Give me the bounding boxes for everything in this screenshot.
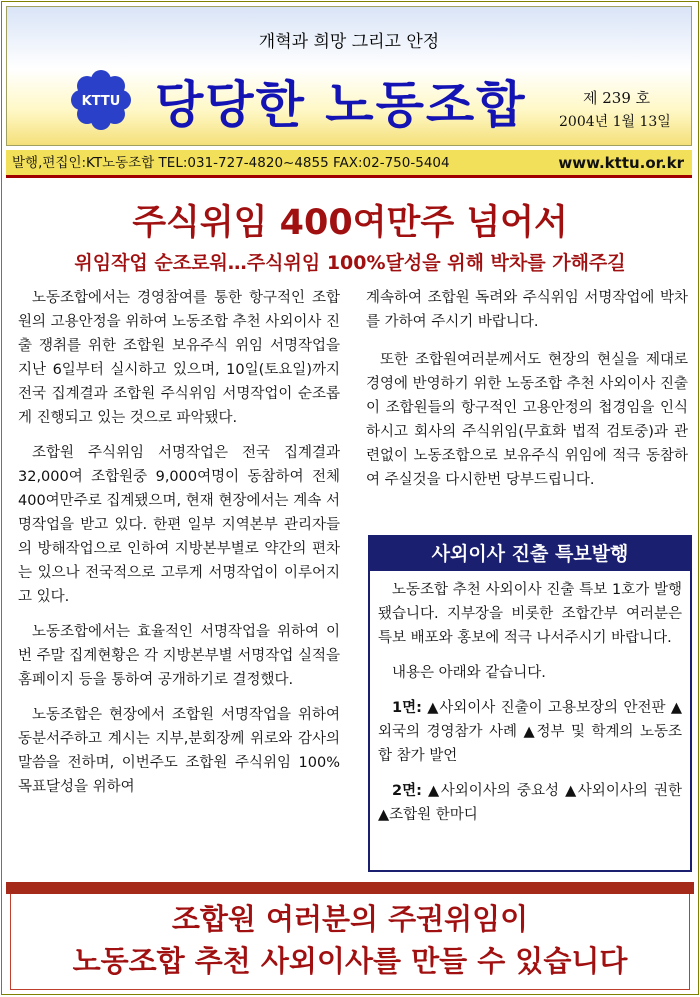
- article-paragraph: 조합원 주식위임 서명작업은 전국 집계결과 32,000여 조합원중 9,000여명이 동참하여 전체 400여만주로 집계됐으며, 현재 현장에서는 계속 서명작업을 받고 있다. 한편 일부 지역본부 관리자들의 방해작업으로 인하여 지방본부별로 약간의 편차는 있으나 전국적으로 고루게 서명작업이 이루어지고 있다.: [18, 445, 340, 605]
- article-paragraph: 노동조합에서는 경영참여를 통한 항구적인 조합원의 고용안정을 위하여 노동조합 추천 사외이사 진출 쟁취를 위한 조합원 보유주식 위임 서명작업을 지난 6일부터 실시하고 있으며, 10일(토요일)까지 전국 집계결과 조합원 주식위임 서명작업이 순조롭게 진행되고 있는 것으로 파악됐다.: [18, 290, 340, 426]
- slogan: 개혁과 희망 그리고 안정: [258, 32, 440, 52]
- issue-number: 제 239 호: [583, 89, 651, 107]
- article-right-column: [366, 286, 688, 503]
- notice-item-label: 2면:: [392, 783, 422, 799]
- notice-item-page1: [378, 696, 682, 768]
- notice-item-text: ▲사외이사 진출이 고용보장의 안전판 ▲외국의 경영참가 사례 ▲정부 및 학계의 노동조합 참가 발언: [378, 700, 682, 764]
- article-paragraph: 계속하여 조합원 독려와 주식위임 서명작업에 박차를 가하여 주시기 바랍니다.: [366, 290, 688, 330]
- notice-item-label: 1면:: [392, 700, 422, 716]
- newsletter-page: [1, 1, 699, 995]
- article-paragraph: 노동조합에서는 효율적인 서명작업을 위하여 이번 주말 집계현황은 각 지방본부별 서명작업 실적을 홈페이지 등을 통하여 공개하기로 결정했다.: [18, 624, 340, 688]
- logo-text: KTTU: [81, 94, 121, 109]
- notice-paragraph: 내용은 아래와 같습니다.: [392, 665, 546, 681]
- notice-box: [368, 535, 692, 872]
- footer-line-1: 조합원 여러분의 주권위임이: [171, 902, 529, 936]
- subheadline: 위임작업 순조로워…주식위임 100%달성을 위해 박차를 가해주길: [74, 252, 626, 274]
- article-paragraph: 노동조합은 현장에서 조합원 서명작업을 위하여 동분서주하고 계시는 지부,분회장께 위로와 감사의 말씀을 전하며, 이번주도 조합원 주식위임 100% 목표달성을 위하여: [18, 707, 340, 795]
- publisher-bar: [6, 150, 692, 178]
- footer-line-2: 노동조합 추천 사외이사를 만들 수 있습니다: [72, 944, 628, 978]
- notice-item-text: ▲사외이사의 중요성 ▲사외이사의 권한 ▲조합원 한마디: [378, 783, 682, 823]
- article-left-column: [18, 286, 340, 810]
- notice-title: 사외이사 진출 특보발행: [370, 537, 690, 571]
- headline: 주식위임 400여만주 넘어서: [132, 203, 568, 243]
- masthead: [6, 6, 692, 146]
- kttu-logo-icon: [67, 69, 135, 131]
- publisher-info: 발행,편집인:KT노동조합 TEL:031-727-4820~4855 FAX:02-750-5404: [12, 155, 450, 171]
- footer-divider: [6, 882, 694, 894]
- article-paragraph: 또한 조합원여러분께서도 현장의 현실을 제대로 경영에 반영하기 위한 노동조합 추천 사외이사 진출이 조합원들의 항구적인 고용안정의 첩경임을 인식하시고 회사의 주식위임(무효화 법적 검토중)과 관련없이 노동조합으로 보유주식 위임에 적극 동참하여 주실것을 다시한번 당부드립니다.: [366, 352, 688, 488]
- footer-banner: [10, 894, 690, 990]
- notice-body: [370, 571, 690, 827]
- website-url: www.kttu.or.kr: [558, 154, 684, 172]
- notice-item-page2: [378, 779, 682, 827]
- issue-date: 2004년 1월 13일: [559, 114, 671, 130]
- notice-paragraph: 노동조합 추천 사외이사 진출 특보 1호가 발행됐습니다. 지부장을 비롯한 조합간부 여러분은 특보 배포와 홍보에 적극 나서주시기 바랍니다.: [378, 582, 682, 646]
- newsletter-title: 당당한 노동조합: [155, 76, 527, 134]
